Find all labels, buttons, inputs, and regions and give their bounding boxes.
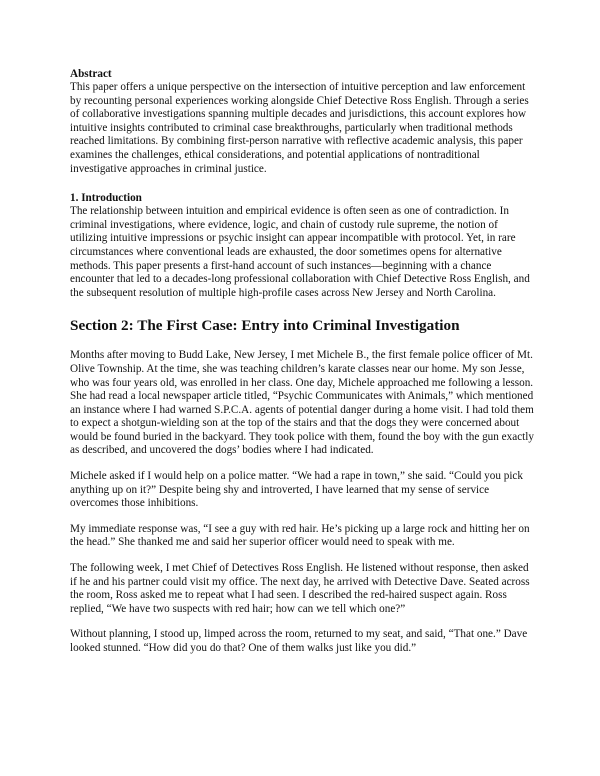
section2-paragraph: The following week, I met Chief of Detectives Ross English. He listened without response, then asked if he and his partner could visit my office. The next day, he arrived with Detective Dave. Seated across the room, Ross asked me to repeat what I had seen. I described the red-haired suspect again. Ross replied, “We have two suspects with red hair; how can we tell which one?” bbox=[70, 562, 530, 615]
spacer bbox=[70, 176, 534, 192]
section2-paragraph: My immediate response was, “I see a guy with red hair. He’s picking up a large rock and hitting her on the head.” She thanked me and said her superior officer would need to speak with me. bbox=[70, 522, 530, 549]
section2-paragraph: Michele asked if I would help on a police matter. “We had a rape in town,” she said. “Could you pick anything up on it?” Despite being shy and introverted, I have learned that my sense of service overcomes those inhibitions. bbox=[70, 470, 523, 510]
section2-heading: Section 2: The First Case: Entry into Criminal Investigation bbox=[70, 317, 460, 335]
section2-paragraph: Months after moving to Budd Lake, New Jersey, I met Michele B., the first female police officer of Mt. Olive Township. At the time, she was teaching children’s karate classes near our home. My son Jesse, who was four years old, was enrolled in her class. One day, Michele approached me following a lesson. She had read a local newspaper article titled, “Psychic Communicates with Animals,” which mentioned an instance where I had warned S.P.C.A. agents of potential danger during a home visit. I had told them to expect a shotgun-wielding son at the top of the stairs and that the dogs they were concerned about would be found buried in the backyard. They took police with them, found the boy with the gun exactly as described, and uncovered the dogs’ bodies where I had indicated. bbox=[70, 349, 534, 457]
section2-paragraph: Without planning, I stood up, limped across the room, returned to my seat, and said, “That one.” Dave looked stunned. “How did you do that? One of them walks just like you did.” bbox=[70, 628, 528, 654]
abstract-heading: Abstract bbox=[70, 68, 112, 80]
introduction-text: The relationship between intuition and empirical evidence is often seen as one of contradiction. In criminal investigations, where evidence, logic, and chain of custody rule supreme, the notion of utilizing intuitive impressions or psychic insight can appear incompatible with protocol. Yet, in rare circumstances where conventional leads are exhausted, the door sometimes opens for alternative methods. This paper presents a first-hand account of such instances—beginning with a chance encounter that led to a decades-long professional collaboration with Chief Detective Ross English, and the subsequent resolution of multiple high-profile cases across New Jersey and North Carolina. bbox=[70, 205, 530, 299]
abstract-text: This paper offers a unique perspective on the intersection of intuitive perception and law enforcement by recounting personal experiences working alongside Chief Detective Ross English. Through a series of collaborative investigations spanning multiple decades and jurisdictions, this account explores how intuitive insights contributed to criminal case breakthroughs, particularly when traditional methods reached limitations. By combining first-person narrative with reflective academic analysis, this paper examines the challenges, ethical considerations, and potential applications of nontraditional investigative approaches in criminal justice. bbox=[70, 81, 529, 175]
introduction-heading: 1. Introduction bbox=[70, 192, 142, 205]
